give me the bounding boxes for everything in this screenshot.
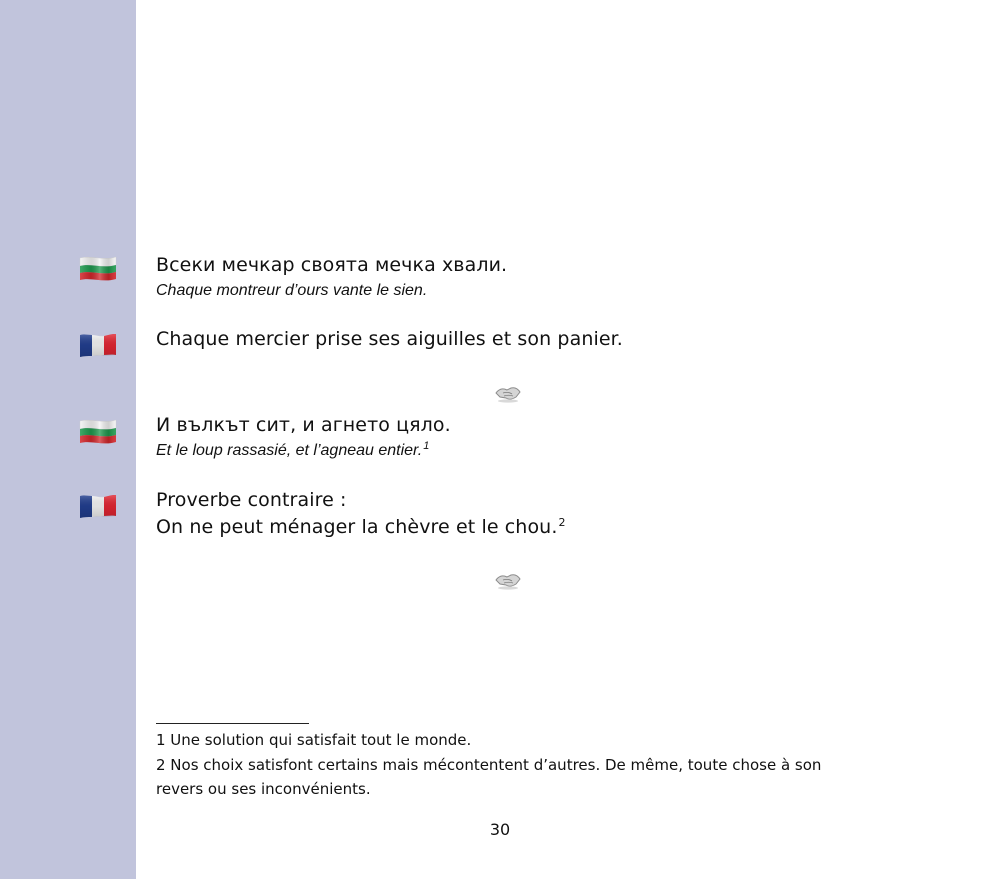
page-number: 30 xyxy=(489,820,511,839)
bulgaria-flag-icon xyxy=(79,418,117,444)
proverb-text: И вълкът сит, и агнето цяло. xyxy=(156,414,451,436)
footnote-ref-1: 1 xyxy=(423,439,430,452)
proverb-entry-1 xyxy=(156,253,507,302)
france-flag-icon xyxy=(79,332,117,358)
footnotes xyxy=(156,728,856,802)
proverb-text: Всеки мечкар своята мечка хвали. xyxy=(156,254,508,276)
france-flag-icon xyxy=(79,493,117,519)
footnote-divider xyxy=(156,723,309,724)
handshake-icon xyxy=(494,382,522,404)
footnote-2: 2 Nos choix satisfont certains mais mécontentent d’autres. De même, toute chose à son revers ou ses inconvénients. xyxy=(156,755,822,798)
proverb-translation: Chaque montreur d’ours vante le sien. xyxy=(156,282,428,299)
footnote-ref-2: 2 xyxy=(558,515,566,529)
proverb-text: Chaque mercier prise ses aiguilles et son panier. xyxy=(156,328,623,350)
proverb-entry-4 xyxy=(156,488,566,539)
proverb-label: Proverbe contraire : xyxy=(156,489,347,511)
proverb-text: On ne peut ménager la chèvre et le chou.$^2$ xyxy=(156,515,566,538)
proverb-entry-2 xyxy=(156,327,623,351)
proverb-translation: Et le loup rassasié, et l’agneau entier.$^1$ xyxy=(156,439,430,459)
footnote-1: 1 Une solution qui satisfait tout le monde. xyxy=(156,731,472,749)
proverb-entry-3 xyxy=(156,413,451,462)
handshake-icon xyxy=(494,569,522,591)
bulgaria-flag-icon xyxy=(79,255,117,281)
